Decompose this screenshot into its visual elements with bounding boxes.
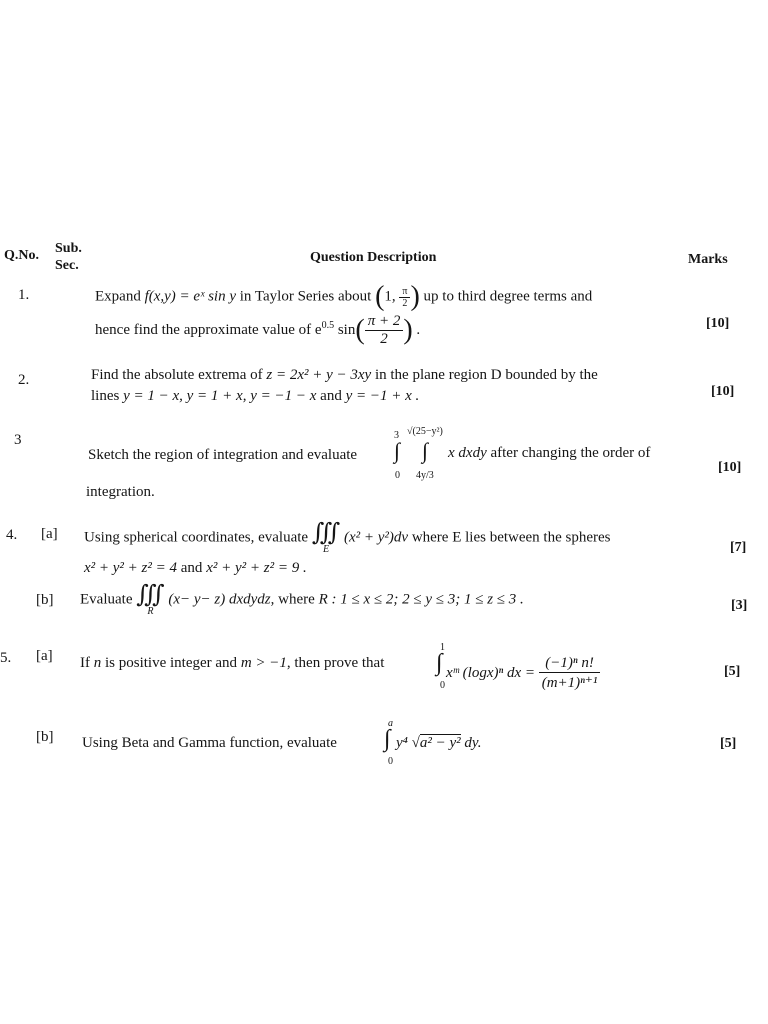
q1-line1-suffix: up to third degree terms and [423,288,593,305]
q5a-frac-num: (−1)ⁿ n! [539,655,601,673]
q5a-upper: 1 [440,642,445,653]
q1-open-paren: ( [355,314,365,346]
header-description: Question Description [310,250,437,265]
q2-line2-prefix: lines [91,388,120,404]
q3-integrand: x dxdy [448,445,487,461]
q4b-triple-sign: ∭ [136,582,165,608]
q5b-radicand: a² − y² [419,735,461,751]
q3-rest [448,445,650,462]
q4b-integrand: (x− y− z) dxdydz [168,591,271,608]
q2-line2 [91,388,419,405]
q5a-fraction [539,655,601,692]
q5a-integrand: xᵐ (logx)ⁿ dx = [446,664,535,681]
q5b-lower: 0 [388,756,393,767]
q1-sin: sin [337,321,356,338]
q1-exp-power: 0.5 [321,319,335,331]
q5a-marks: [5] [724,664,741,679]
q1-point-a: 1, [384,288,396,305]
q5b-sqrt-sign: √ [411,735,420,751]
q5a-frac-den: (m+1)ⁿ⁺¹ [541,675,598,691]
header-sec: Sec. [55,258,79,273]
header-marks: Marks [688,252,728,267]
q4b-line [80,583,524,617]
q5a-prefix: If [80,655,90,671]
q1-marks: [10] [706,316,730,331]
q4a-triple-sign: ∭ [311,520,341,546]
q1-exp-base: e [314,321,322,338]
q3-inner-lower: 4y/3 [416,470,434,481]
q4a-region: E [322,544,330,555]
q1-line1-mid: in Taylor Series about [239,288,372,305]
q5b-integrand-pre: y⁴ [396,735,408,751]
q3-line2: integration. [86,484,155,500]
q1-close-paren: ) [403,314,413,346]
q1-point-fraction [399,286,410,309]
q1-frac-num: π + 2 [365,313,404,331]
q1-point-open-paren: ( [375,281,385,312]
q3-line1-suffix: after changing the order of [490,445,651,461]
q3-double-integral [392,426,452,482]
q2-lines-expr: y = 1 − x, y = 1 + x, y = −1 − x [123,388,317,404]
q3-outer-upper: 3 [394,430,399,441]
q4b-region-def: R : 1 ≤ x ≤ 2; 2 ≤ y ≤ 3; 1 ≤ z ≤ 3 . [318,591,524,608]
q3-outer-lower: 0 [395,470,400,481]
q4a-line1 [84,521,610,555]
q3-number: 3 [14,432,22,448]
q5a-condition: m > −1 [240,655,287,671]
q1-line2 [95,313,420,348]
q1-point-num: π [399,286,410,298]
q5b-integrand-post: dy. [464,735,482,751]
q4a-line1-suffix: where E lies between the spheres [411,529,611,546]
q4a-sphere2: x² + y² + z² = 9 . [206,560,307,576]
q1-line2-end: . [416,321,421,338]
q2-line1-suffix: in the plane region D bounded by the [374,367,598,383]
q4a-marks: [7] [730,540,747,555]
q3-line1-prefix: Sketch the region of integration and evaluate [88,447,358,463]
q4a-and: and [180,560,203,576]
q2-and: and [320,388,342,404]
q5b-integral-sign: ∫ [384,726,391,752]
header-qno: Q.No. [4,248,39,263]
q5a-n: n [93,655,102,671]
q4b-sub: [b] [36,592,54,608]
q5a-integral-sign: ∫ [436,650,443,676]
q1-fraction [365,313,404,348]
q2-line1 [91,367,598,384]
q4a-sphere1: x² + y² + z² = 4 [84,560,178,576]
q5a-mid1: is positive integer and [105,655,238,671]
q4b-marks: [3] [731,598,748,613]
q5a-mid2: , then prove that [286,655,385,671]
q1-frac-den: 2 [380,331,388,347]
q3-marks: [10] [718,460,742,475]
q4b-triple-integral [136,583,164,617]
q4a-line1-prefix: Using spherical coordinates, evaluate [84,529,309,546]
q4b-prefix: Evaluate [80,591,133,608]
q1-number: 1. [18,287,30,303]
q4a-integrand: (x² + y²)dv [343,529,409,546]
q5b-upper: a [388,718,393,729]
q5b-marks: [5] [720,736,737,751]
q5a-formula [446,655,600,692]
q2-expression: z = 2x² + y − 3xy [266,367,372,383]
q1-function: f(x,y) = eˣ sin y [144,288,236,305]
q2-number: 2. [18,372,30,388]
q5a-text [80,655,384,672]
q1-line2-prefix: hence find the approximate value of [95,321,312,338]
q2-line1-prefix: Find the absolute extrema of [91,367,263,383]
q1-line1 [95,281,592,313]
q2-lines-expr2: y = −1 + x . [345,388,420,404]
q5a-sub: [a] [36,648,53,664]
q1-point-den: 2 [402,297,408,309]
q5a-lower: 0 [440,680,445,691]
q4b-region: R [147,606,154,617]
q4b-suffix: , where [270,591,315,608]
q4-number: 4. [6,527,18,543]
header-sub: Sub. [55,241,82,256]
q5-number: 5. [0,650,12,666]
q1-point-close-paren: ) [410,281,420,312]
q4a-sub: [a] [41,526,58,542]
q4a-line2 [84,560,307,577]
q3-outer-integral-sign: ∫ [394,438,401,463]
q5b-prefix: Using Beta and Gamma function, evaluate [82,735,337,751]
q2-marks: [10] [711,384,735,399]
q3-inner-integral-sign: ∫ [422,438,429,463]
q1-line1-prefix: Expand [95,288,141,305]
q4a-triple-integral [312,521,340,555]
q5b-sub: [b] [36,729,54,745]
q5b-formula [396,735,481,752]
q3-inner-upper: √(25−y²) [407,426,443,437]
